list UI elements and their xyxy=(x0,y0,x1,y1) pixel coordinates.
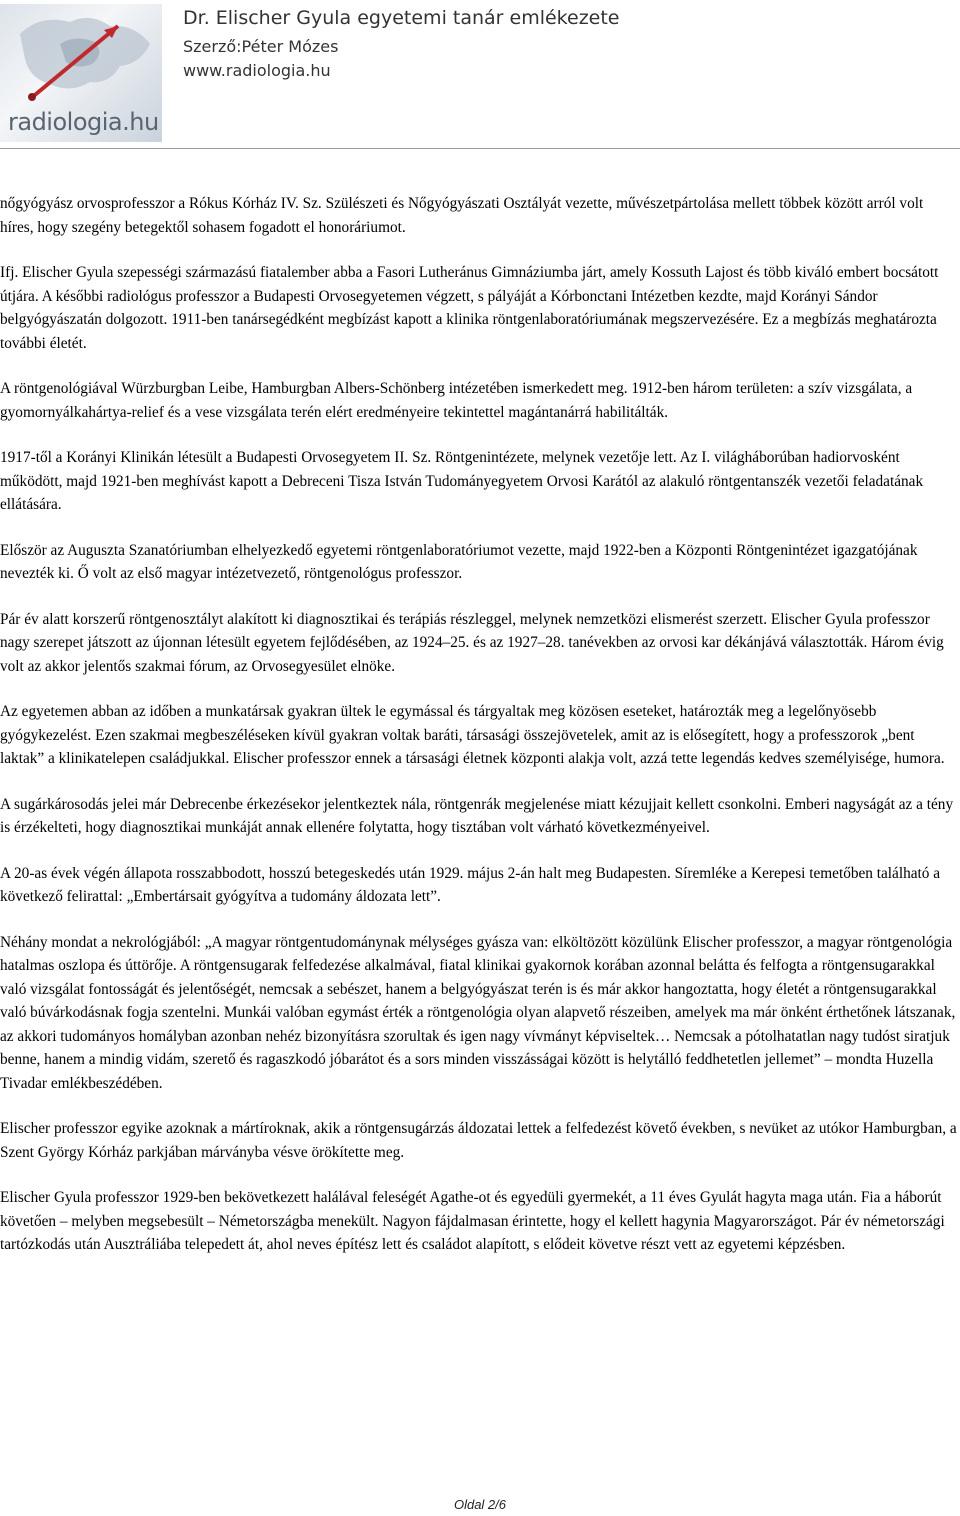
paragraph: Elischer professzor egyike azoknak a mártíroknak, akik a röntgensugárzás áldozatai lettek a felfedezést követő években, s nevüket az utókor Hamburgban, a Szent György Kórház parkjában márványba vésve örökítette meg. xyxy=(0,1120,957,1161)
paragraph: A sugárkárosodás jelei már Debrecenbe érkezésekor jelentkeztek nála, röntgenrák megjelenése miatt kézujjait kellett csonkolni. Emberi nagyságát az a tény is érzékelteti, hogy diagnosztikai munkáját annak ellenére folytatta, hogy tisztában volt várható következményeivel. xyxy=(0,795,954,836)
paragraph: Pár év alatt korszerű röntgenosztályt alakított ki diagnosztikai és terápiás részleggel, melynek nemzetközi elismerést szerzett. Elischer Gyula professzor nagy szerepet játszott az újonnan létesült egyetem fejlődésében, az 1924–25. és az 1927–28. tanévekben az orvosi kar dékánjává választották. Három évig volt az akkor jelentős szakmai fórum, az Orvosegyesület elnöke. xyxy=(0,610,944,675)
paragraph: Ifj. Elischer Gyula szepességi származású fiatalember abba a Fasori Lutheránus Gimnáziumba járt, amely Kossuth Lajost és több kiváló embert bocsátott útjára. A későbbi radiológus professzor a Budapesti Orvosegyetemen végzett, s pályáját a Kórbonctani Intézetben kezdte, majd Korányi Sándor belgyógyászatán dolgozott. 1911-ben tanársegédként megbízást kapott a klinika röntgenlaboratóriumának megszervezésére. Ez a megbízás meghatározta további életét. xyxy=(0,264,939,352)
paragraph: 1917-től a Korányi Klinikán létesült a Budapesti Orvosegyetem II. Sz. Röntgenintézete, melynek vezetője lett. Az I. világháborúban hadiorvosként működött, majd 1921-ben meghívást kapott a Debreceni Tisza István Tudományegyetem Orvosi Karától az alakuló röntgentanszék vezetői feladatának ellátására. xyxy=(0,449,924,513)
paragraph: nőgyógyász orvosprofesszor a Rókus Kórház IV. Sz. Szülészeti és Nőgyógyászati Osztályát vezette, művészetpártolása mellett többek között arról volt híres, hogy szegény betegektől sohasem fogadott el honoráriumot. xyxy=(0,195,924,236)
paragraph: Az egyetemen abban az időben a munkatársak gyakran ültek le egymással és tárgyaltak meg közösen eseteket, határozták meg a legelőnyösebb gyógykezelést. Ezen szakmai megbeszéléseken kívül gyakran voltak baráti, társasági összejövetelek, amit az is elősegített, hogy a professzorok „bent laktak” a klinikatelepen családjukkal. Elischer professzor ennek a társasági életnek központi alakja volt, azzá tette legendás kedves személyisége, humora. xyxy=(0,703,945,767)
paragraph: Először az Auguszta Szanatóriumban elhelyezkedő egyetemi röntgenlaboratóriumot vezette, majd 1922-ben a Központi Röntgenintézet igazgatójának nevezték ki. Ő volt az első magyar intézetvezető, röntgenológus professzor. xyxy=(0,541,918,582)
page-number: Oldal 2/6 xyxy=(453,1497,507,1512)
author-line: Szerző:Péter Mózes xyxy=(183,37,339,56)
document-title: Dr. Elischer Gyula egyetemi tanár emlékezete xyxy=(183,7,620,29)
paragraph: A röntgenológiával Würzburgban Leibe, Hamburgban Albers-Schönberg intézetében ismerkedett meg. 1912-ben három területen: a szív vizsgálata, a gyomornyálkahártya-relief és a vese vizsgálata terén elért eredményeire tekintettel magántanárrá habilitálták. xyxy=(0,380,913,421)
site-link[interactable]: www.radiologia.hu xyxy=(183,61,331,80)
paragraph: Néhány mondat a nekrológjából: „A magyar röntgentudománynak mélységes gyásza van: elköltözött közülünk Elischer professzor, a magyar röntgenológia hatalmas oszlopa és úttörője. A röntgensugarak felfedezése alkalmával, fiatal klinikai gyakornok korában azonnal belátta és felfogta a röntgensugarakkal való vizsgálat fontosságát és jelentőségét, nemcsak a sebészet, hanem a belgyógyászat terén is és már akkor hangoztatta, hogy életét a röntgensugarakkal való búvárkodásnak fogja szentelni. Munkái valóban egymást érték a röntgenológia olyan alapvető részeiben, amelyek ma már önként érthetőnek látszanak, az akkori tudományos homályban azonban nehéz bizonyításra szorultak és igen nagy vívmányt képviseltek… Nemcsak a pótolhatatlan nagy tudóst siratjuk benne, hanem a mindig vidám, szerető és ragaszkodó jóbarátot és a sors minden visszásságai között is helytálló feddhetetlen jellemet” – mondta Huzella Tivadar emlékbeszédében. xyxy=(0,933,956,1092)
page-header xyxy=(0,0,960,148)
paragraph: Elischer Gyula professzor 1929-ben bekövetkezett halálával feleségét Agathe-ot és egyedüli gyermekét, a 11 éves Gyulát hagyta maga után. Fia a háborút követően – melyben megsebesült – Németországba menekült. Nagyon fájdalmasan érintette, hogy el kellett hagynia Magyarországot. Pár év németországi tartózkodás után Ausztráliába telepedett át, ahol neves építész lett és családot alapított, s elődeit követve részt vett az egyetemi képzésben. xyxy=(0,1189,945,1253)
header-divider xyxy=(0,148,960,149)
radiologia-logo xyxy=(0,4,162,142)
article-body xyxy=(0,192,960,1279)
paragraph: A 20-as évek végén állapota rosszabbodott, hosszú betegeskedés után 1929. május 2-án halt meg Budapesten. Síremléke a Kerepesi temetőben található a következő felirattal: „Embertársait gyógyítva a tudomány áldozata lett”. xyxy=(0,864,941,905)
logo-text: radiologia.hu xyxy=(8,108,159,136)
